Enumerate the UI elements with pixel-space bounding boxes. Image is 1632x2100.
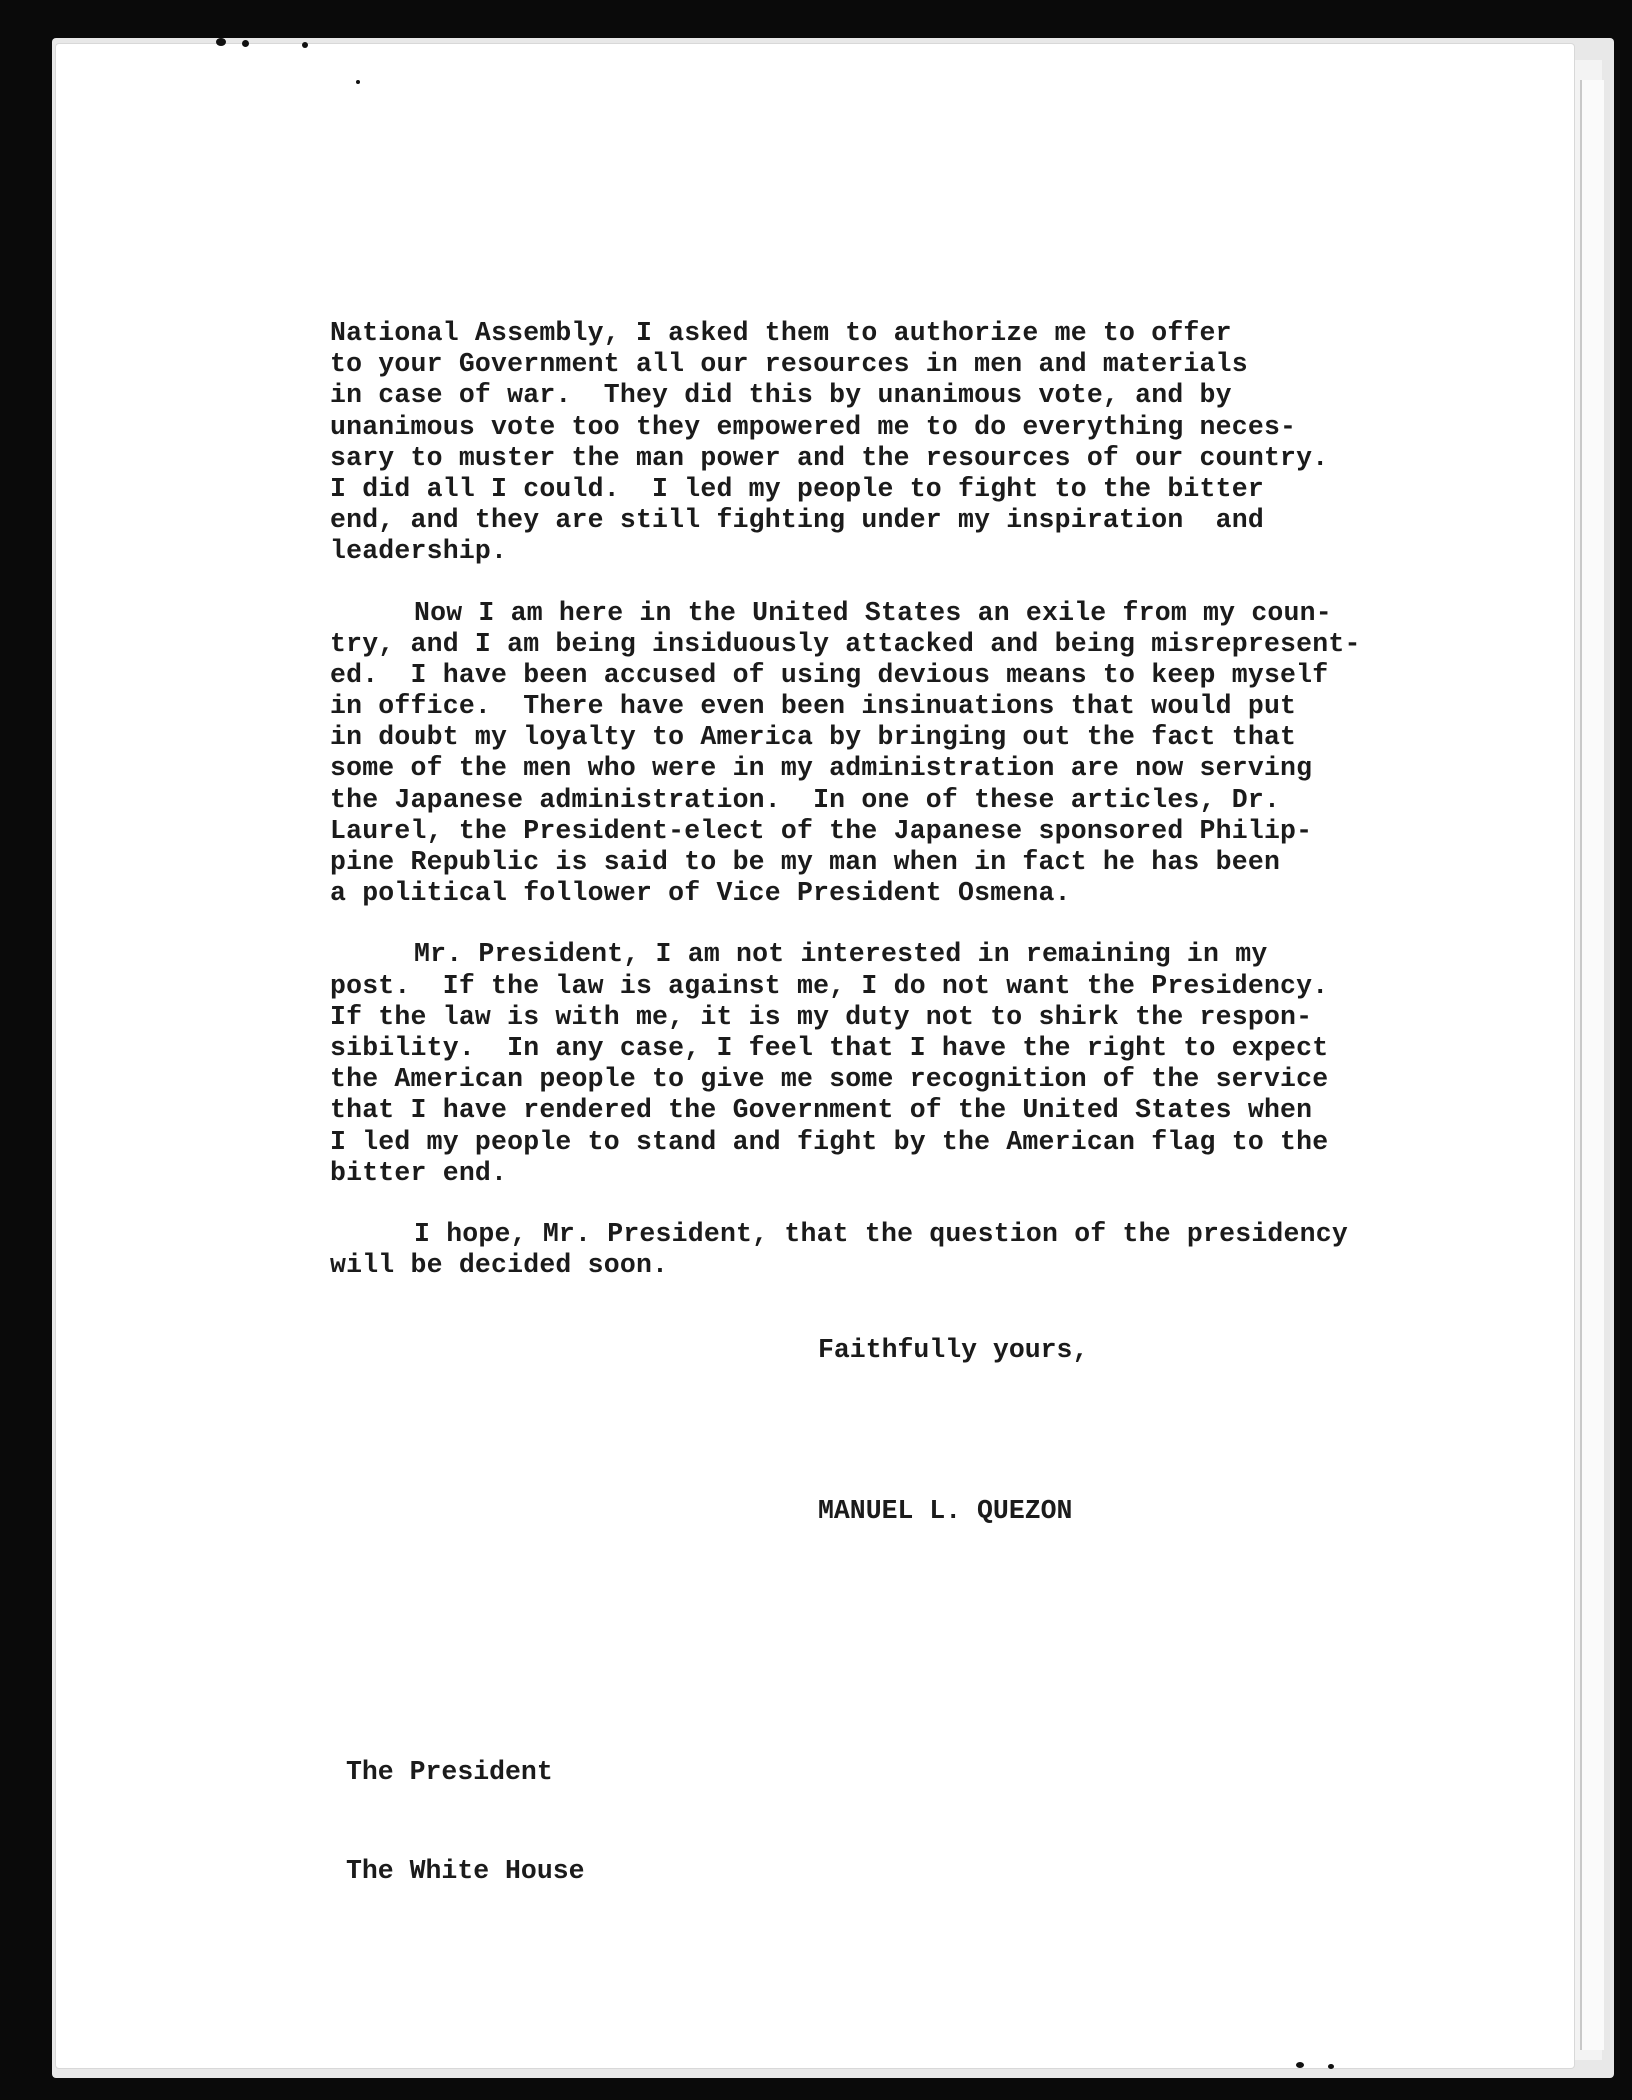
text-line: in case of war. They did this by unanimous vote, and by	[330, 380, 1232, 411]
paragraph	[330, 939, 1370, 1189]
text-line: ed. I have been accused of using devious means to keep myself	[330, 659, 1329, 690]
paragraph	[330, 598, 1370, 910]
text-line: that I have rendered the Government of the United States when	[330, 1095, 1313, 1126]
text-line: I led my people to stand and fight by the American flag to the	[330, 1126, 1329, 1157]
sheet-edge	[1580, 80, 1604, 2050]
addressee-line: The President	[346, 1757, 553, 1787]
scan-speck	[242, 40, 249, 47]
text-line: post. If the law is against me, I do not want the Presidency.	[330, 970, 1329, 1001]
text-line: If the law is with me, it is my duty not to shirk the respon-	[330, 1001, 1313, 1032]
text-line: in doubt my loyalty to America by bringing out the fact that	[330, 722, 1297, 753]
text-line: bitter end.	[330, 1157, 508, 1188]
scan-speck	[1296, 2062, 1304, 2068]
addressee-block	[346, 1690, 585, 1954]
text-line: unanimous vote too they empowered me to do everything neces-	[330, 411, 1297, 442]
complimentary-close: Faithfully yours,	[818, 1335, 1089, 1365]
scan-speck	[356, 80, 360, 84]
text-line: Laurel, the President-elect of the Japanese sponsored Philip-	[330, 815, 1313, 846]
text-line: Now I am here in the United States an exile from my coun-	[414, 597, 1332, 628]
scan-speck	[1328, 2064, 1334, 2069]
signature-name: MANUEL L. QUEZON	[818, 1496, 1073, 1526]
text-line: end, and they are still fighting under my inspiration and	[330, 505, 1264, 536]
text-line: try, and I am being insiduously attacked and being misrepresent-	[330, 628, 1361, 659]
text-line: sary to muster the man power and the resources of our country.	[330, 442, 1329, 473]
text-line: the Japanese administration. In one of these articles, Dr.	[330, 784, 1281, 815]
letter-body	[330, 318, 1370, 1311]
paragraph	[330, 318, 1370, 568]
text-line: pine Republic is said to be my man when in fact he has been	[330, 847, 1281, 877]
text-line: leadership.	[330, 536, 508, 567]
text-line: I hope, Mr. President, that the question of the presidency	[414, 1218, 1348, 1249]
text-line: in office. There have even been insinuations that would put	[330, 691, 1297, 722]
paragraph	[330, 1219, 1370, 1281]
text-line: some of the men who were in my administration are now serving	[330, 753, 1313, 784]
scan-speck	[302, 42, 308, 48]
text-line: to your Government all our resources in men and materials	[330, 349, 1248, 380]
text-line: the American people to give me some recognition of the service	[330, 1064, 1329, 1095]
addressee-line: The White House	[346, 1856, 585, 1886]
text-line: a political follower of Vice President Osmena.	[330, 878, 1071, 909]
text-line: I did all I could. I led my people to fight to the bitter	[330, 473, 1264, 504]
scan-speck	[216, 38, 226, 46]
text-line: sibility. In any case, I feel that I have the right to expect	[330, 1032, 1329, 1063]
text-line: will be decided soon.	[330, 1250, 669, 1281]
text-line: Mr. President, I am not interested in remaining in my	[414, 939, 1268, 970]
text-line: National Assembly, I asked them to authorize me to offer	[330, 318, 1232, 348]
